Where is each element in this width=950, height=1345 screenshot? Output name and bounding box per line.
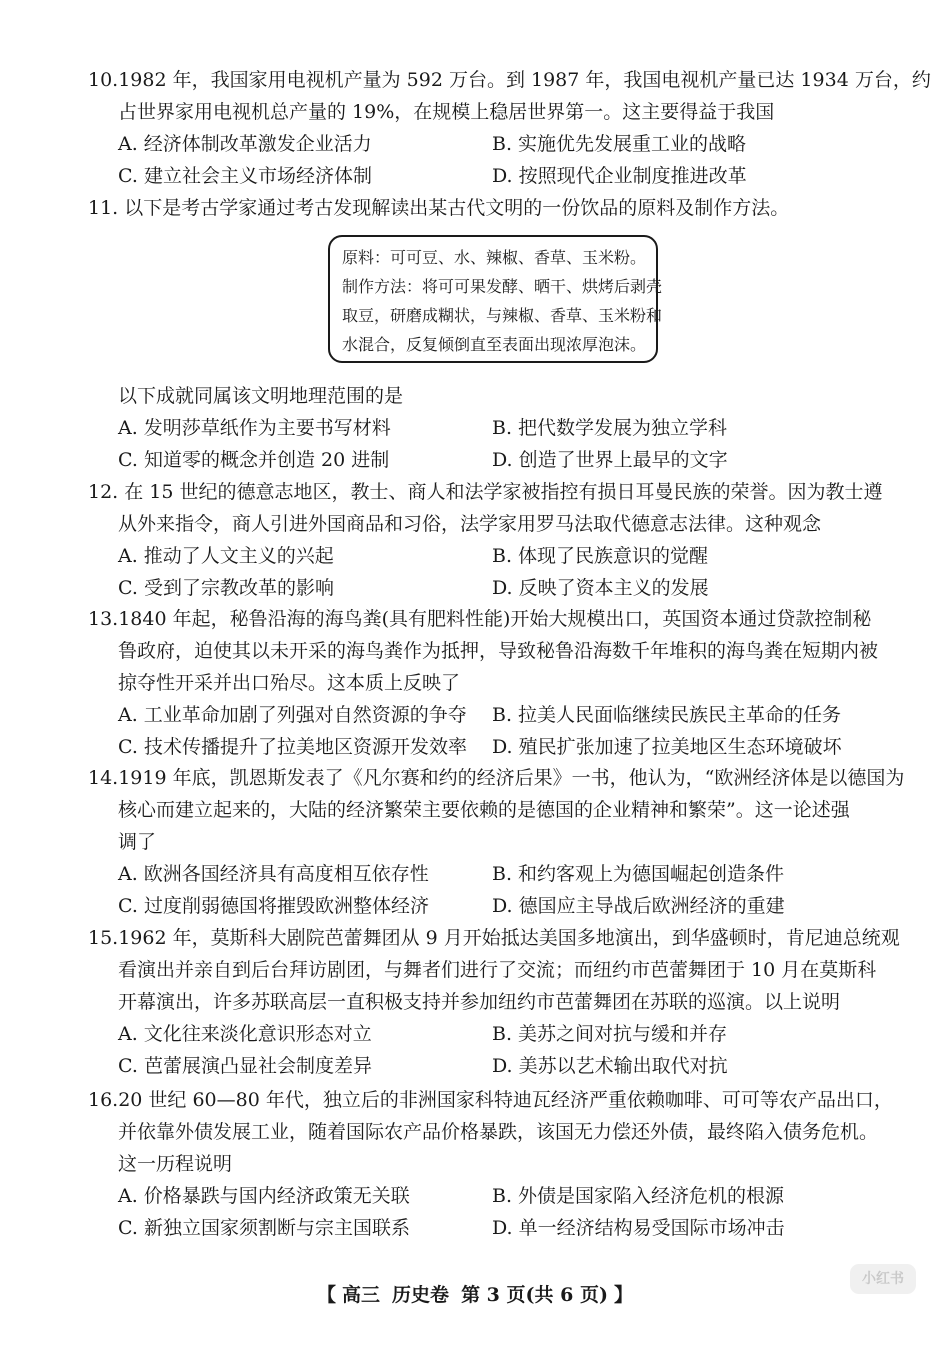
question-stem-line: 鲁政府，迫使其以未开采的海鸟粪作为抵押，导致秘鲁沿海数千年堆积的海鸟粪在短期内被	[118, 640, 879, 662]
options	[118, 1180, 878, 1244]
material-line: 水混合，反复倾倒直至表面出现浓厚泡沫。	[342, 335, 647, 354]
page-footer	[0, 1280, 950, 1310]
option-a[interactable]: A. 欧洲各国经济具有高度相互依存性	[118, 863, 429, 885]
footer-bracket-open: 【	[317, 1284, 337, 1306]
question-stem-line: 16.20 世纪 60—80 年代，独立后的非洲国家科特迪瓦经济严重依赖咖啡、可可等农产品出口，	[88, 1089, 893, 1111]
question-14	[88, 762, 905, 922]
question-stem-line: 并依靠外债发展工业，随着国际农产品价格暴跌，该国无力偿还外债，最终陷入债务危机。	[118, 1121, 879, 1143]
question-stem-line: 以下成就同属该文明地理范围的是	[118, 385, 404, 407]
question-stem-line: 掠夺性开采并出口殆尽。这本质上反映了	[118, 672, 461, 694]
option-a[interactable]: A. 价格暴跌与国内经济政策无关联	[118, 1185, 410, 1207]
options	[118, 1018, 878, 1082]
question-11-prompt	[88, 380, 878, 476]
option-d[interactable]: D. 美苏以艺术输出取代对抗	[492, 1055, 728, 1077]
question-15	[88, 922, 900, 1082]
option-c[interactable]: C. 芭蕾展演凸显社会制度差异	[118, 1055, 372, 1077]
option-c[interactable]: C. 过度削弱德国将摧毁欧洲整体经济	[118, 895, 429, 917]
option-b[interactable]: B. 体现了民族意识的觉醒	[492, 545, 709, 567]
question-stem-line: 这一历程说明	[118, 1153, 233, 1175]
option-a[interactable]: A. 发明莎草纸作为主要书写材料	[118, 417, 391, 439]
question-stem-line: 看演出并亲自到后台拜访剧团，与舞者们进行了交流；而纽约市芭蕾舞团于 10 月在莫斯科	[118, 959, 877, 981]
option-d[interactable]: D. 创造了世界上最早的文字	[492, 449, 728, 471]
option-a[interactable]: A. 推动了人文主义的兴起	[118, 545, 334, 567]
option-d[interactable]: D. 单一经济结构易受国际市场冲击	[492, 1217, 785, 1239]
question-stem-line: 12. 在 15 世纪的德意志地区，教士、商人和法学家被指控有损日耳曼民族的荣誉。因为教士遵	[88, 481, 883, 503]
footer-subject: 历史卷	[392, 1284, 450, 1306]
option-b[interactable]: B. 外债是国家陷入经济危机的根源	[492, 1185, 785, 1207]
question-stem-line: 从外来指令，商人引进外国商品和习俗，法学家用罗马法取代德意志法律。这种观念	[118, 513, 822, 535]
footer-page-number: 第 3 页(共 6 页)	[461, 1284, 608, 1306]
options	[118, 858, 878, 922]
material-line: 原料：可可豆、水、辣椒、香草、玉米粉。	[342, 248, 647, 267]
question-stem-line: 调了	[118, 831, 157, 853]
options	[118, 412, 878, 476]
option-c[interactable]: C. 知道零的概念并创造 20 进制	[118, 449, 390, 471]
question-stem-line: 11. 以下是考古学家通过考古发现解读出某古代文明的一份饮品的原料及制作方法。	[88, 197, 790, 219]
footer-grade: 高三	[342, 1284, 381, 1306]
option-b[interactable]: B. 实施优先发展重工业的战略	[492, 133, 747, 155]
option-d[interactable]: D. 殖民扩张加速了拉美地区生态环境破坏	[492, 736, 842, 758]
question-stem-line: 开幕演出，许多苏联高层一直积极支持并参加纽约市芭蕾舞团在苏联的巡演。以上说明	[118, 991, 841, 1013]
question-16	[88, 1084, 893, 1244]
option-b[interactable]: B. 和约客观上为德国崛起创造条件	[492, 863, 785, 885]
options	[118, 128, 878, 192]
options	[118, 540, 878, 604]
option-d[interactable]: D. 德国应主导战后欧洲经济的重建	[492, 895, 785, 917]
option-b[interactable]: B. 美苏之间对抗与缓和并存	[492, 1023, 728, 1045]
material-line: 取豆，研磨成糊状，与辣椒、香草、玉米粉和	[342, 306, 663, 325]
option-a[interactable]: A. 经济体制改革激发企业活力	[118, 133, 372, 155]
option-c[interactable]: C. 受到了宗教改革的影响	[118, 577, 334, 599]
material-line: 制作方法：将可可果发酵、晒干、烘烤后剥壳	[342, 277, 663, 296]
option-d[interactable]: D. 反映了资本主义的发展	[492, 577, 709, 599]
source-material-box	[328, 235, 663, 363]
option-a[interactable]: A. 文化往来淡化意识形态对立	[118, 1023, 372, 1045]
option-c[interactable]: C. 新独立国家须割断与宗主国联系	[118, 1217, 410, 1239]
question-12	[88, 476, 883, 604]
question-stem-line: 15.1962 年，莫斯科大剧院芭蕾舞团从 9 月开始抵达美国多地演出，到华盛顿时，肯尼迪总统观	[88, 927, 900, 949]
footer-bracket-close: 】	[613, 1284, 633, 1306]
question-stem-line: 占世界家用电视机总产量的 19%，在规模上稳居世界第一。这主要得益于我国	[118, 101, 775, 123]
option-b[interactable]: B. 拉美人民面临继续民族民主革命的任务	[492, 704, 842, 726]
option-d[interactable]: D. 按照现代企业制度推进改革	[492, 165, 747, 187]
question-11	[88, 192, 878, 224]
option-c[interactable]: C. 建立社会主义市场经济体制	[118, 165, 372, 187]
question-13	[88, 603, 878, 763]
question-10	[88, 64, 931, 192]
option-a[interactable]: A. 工业革命加剧了列强对自然资源的争夺	[118, 704, 467, 726]
question-stem-line: 14.1919 年底，凯恩斯发表了《凡尔赛和约的经济后果》一书，他认为，“欧洲经济体是以德国为	[88, 767, 905, 789]
question-stem-line: 10.1982 年，我国家用电视机产量为 592 万台。到 1987 年，我国电视机产量已达 1934 万台，约	[88, 69, 931, 91]
question-stem-line: 核心而建立起来的，大陆的经济繁荣主要依赖的是德国的企业精神和繁荣”。这一论述强	[118, 799, 850, 821]
options	[118, 699, 878, 763]
watermark-logo: 小红书	[850, 1264, 916, 1294]
option-c[interactable]: C. 技术传播提升了拉美地区资源开发效率	[118, 736, 467, 758]
question-stem-line: 13.1840 年起，秘鲁沿海的海鸟粪(具有肥料性能)开始大规模出口，英国资本通过贷款控制秘	[88, 608, 872, 630]
option-b[interactable]: B. 把代数学发展为独立学科	[492, 417, 728, 439]
